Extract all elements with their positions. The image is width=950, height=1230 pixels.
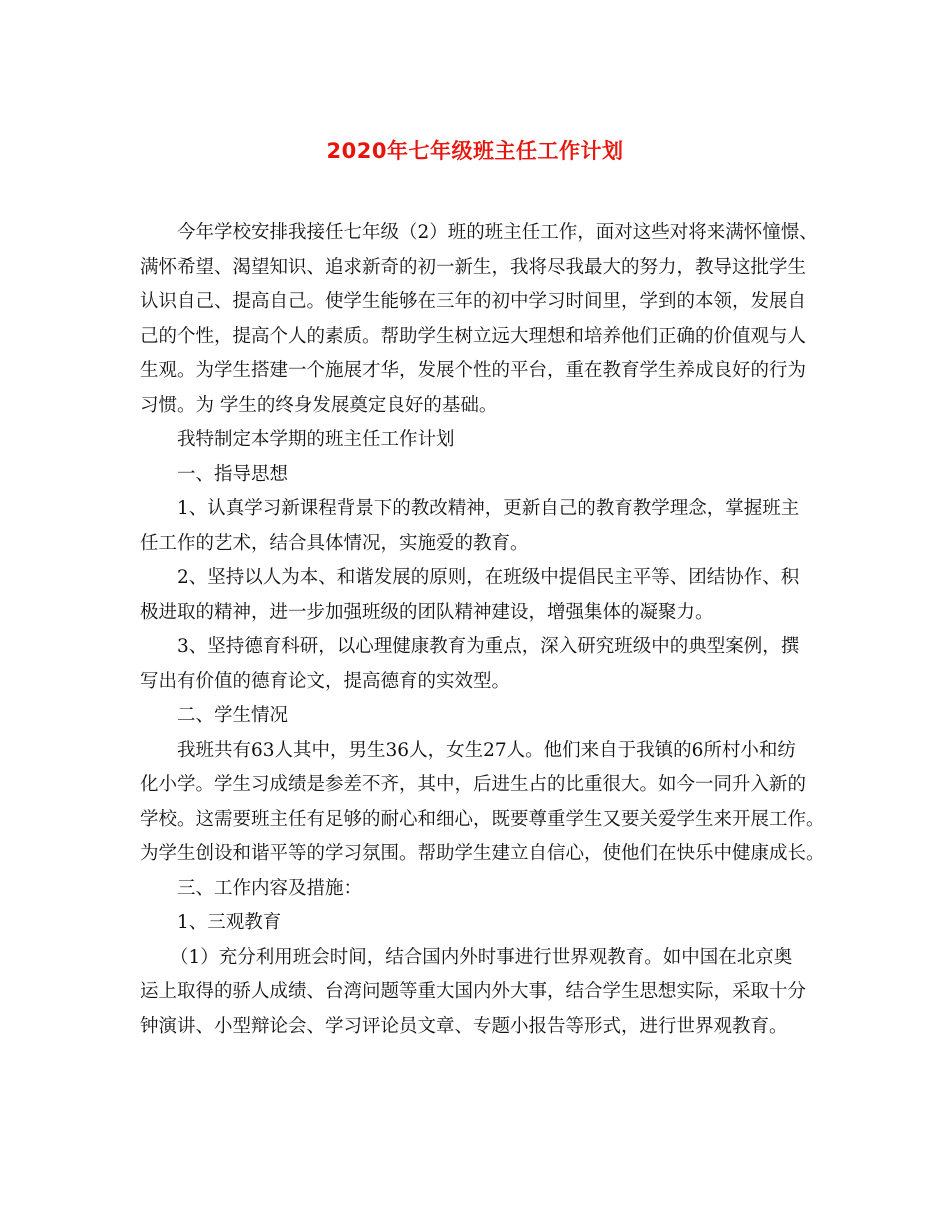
text-line: 学校。这需要班主任有足够的耐心和细心，既要尊重学生又要关爱学生来开展工作。 <box>140 808 825 830</box>
text-line: 2、坚持以人为本、和谐发展的原则，在班级中提倡民主平等、团结协作、积 <box>177 567 800 588</box>
text-line: 今年学校安排我接任七年级（2）班的班主任工作，面对这些对将来满怀憧憬、 <box>177 222 818 243</box>
text-line: 我班共有63人其中，男生36人，女生27人。他们来自于我镇的6所村小和纺 <box>177 739 796 761</box>
paragraph-plan-statement <box>140 423 824 458</box>
text-line: （1）充分利用班会时间，结合国内外时事进行世界观教育。如中国在北京奥 <box>170 946 793 968</box>
paragraph-worldview-education <box>140 941 824 1045</box>
paragraph-guiding-item-3 <box>140 630 824 699</box>
text-line: 习惯。为 学生的终身发展奠定良好的基础。 <box>140 394 498 416</box>
text-line: 三、工作内容及措施： <box>177 877 363 899</box>
text-line: 写出有价值的德育论文，提高德育的实效型。 <box>140 670 511 692</box>
text-line: 生观。为学生搭建一个施展才华，发展个性的平台，重在教育学生养成良好的行为 <box>140 360 807 381</box>
paragraph-student-situation <box>140 734 824 872</box>
text-line: 极进取的精神，进一步加强班级的团队精神建设，增强集体的凝聚力。 <box>140 601 714 623</box>
text-line: 运上取得的骄人成绩、台湾问题等重大国内外大事，结合学生思想实际，采取十分 <box>140 981 807 1002</box>
text-line: 认识自己、提高自己。使学生能够在三年的初中学习时间里，学到的本领，发展自 <box>140 291 807 312</box>
paragraph-guiding-item-2 <box>140 561 824 630</box>
document-body <box>140 216 824 1044</box>
section-heading-student-situation <box>140 699 824 734</box>
section-heading-guiding-thought <box>140 458 824 493</box>
text-line: 满怀希望、渴望知识、追求新奇的初一新生，我将尽我最大的努力，教导这批学生 <box>140 256 807 278</box>
text-line: 1、三观教育 <box>177 912 282 933</box>
subheading-three-views-education <box>140 906 824 941</box>
text-line: 钟演讲、小型辩论会、学习评论员文章、专题小报告等形式，进行世界观教育。 <box>140 1015 788 1037</box>
paragraph-intro <box>140 216 824 423</box>
text-line: 己的个性，提高个人的素质。帮助学生树立远大理想和培养他们正确的价值观与人 <box>140 325 807 347</box>
document-title: 2020年七年级班主任工作计划 <box>326 139 624 163</box>
text-line: 为学生创设和谐平等的学习氛围。帮助学生建立自信心，使他们在快乐中健康成长。 <box>140 843 825 864</box>
text-line: 1、认真学习新课程背景下的教改精神，更新自己的教育教学理念，掌握班主 <box>177 498 800 519</box>
text-line: 二、学生情况 <box>177 705 289 726</box>
text-line: 3、坚持德育科研，以心理健康教育为重点，深入研究班级中的典型案例，撰 <box>177 636 800 657</box>
text-line: 一、指导思想 <box>177 463 289 485</box>
text-line: 我特制定本学期的班主任工作计划 <box>177 429 455 450</box>
section-heading-work-content <box>140 872 824 907</box>
text-line: 任工作的艺术，结合具体情况，实施爱的教育。 <box>140 532 529 554</box>
paragraph-guiding-item-1 <box>140 492 824 561</box>
text-line: 化小学。学生习成绩是参差不齐，其中，后进生占的比重很大。如今一同升入新的 <box>140 774 807 795</box>
